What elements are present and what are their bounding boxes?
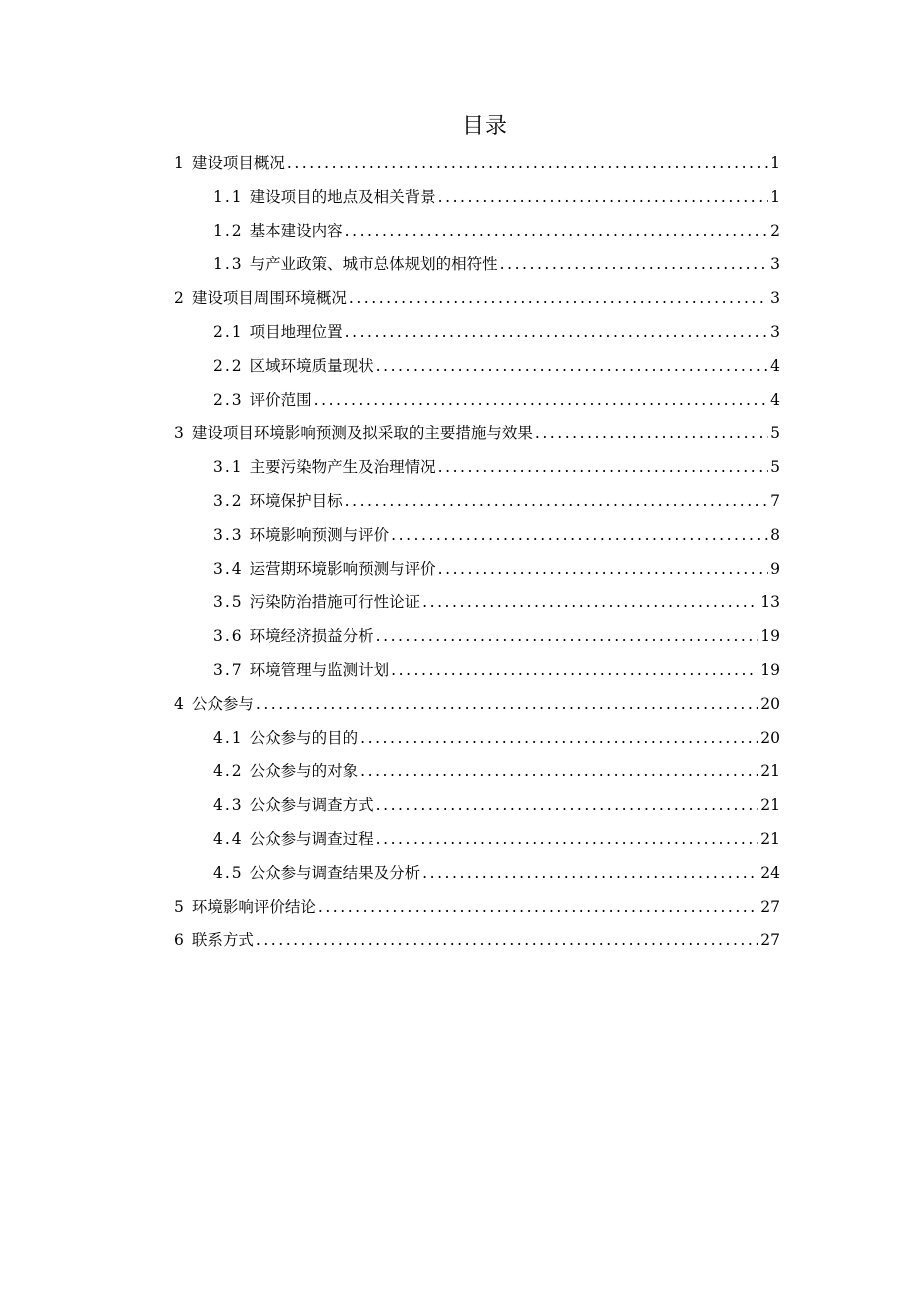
toc-entry-title: 污染防治措施可行性论证 <box>249 593 421 612</box>
toc-dot-leader <box>376 620 759 654</box>
toc-entry[interactable] <box>174 282 780 316</box>
toc-entry-page-number: 1 <box>770 154 780 172</box>
toc-entry-number: 4.5 <box>213 863 244 882</box>
toc-entry[interactable] <box>174 857 780 891</box>
toc-entry-page-number: 13 <box>760 593 780 612</box>
toc-entry[interactable] <box>174 586 780 620</box>
toc-entry-number: 2.3 <box>213 390 244 409</box>
toc-entry-title: 环境保护目标 <box>249 491 343 510</box>
toc-dot-leader <box>345 316 768 350</box>
toc-entry-title: 基本建设内容 <box>249 221 343 240</box>
toc-entry-title: 运营期环境影响预测与评价 <box>249 559 436 578</box>
toc-entry[interactable] <box>174 181 780 215</box>
toc-dot-leader <box>438 451 768 485</box>
toc-entry-title: 建设项目概况 <box>191 154 285 172</box>
toc-entry-page-number: 27 <box>760 931 780 950</box>
toc-entry[interactable] <box>174 248 780 282</box>
table-of-contents <box>174 147 780 958</box>
toc-entry-page-number: 1 <box>770 187 780 206</box>
toc-entry-number: 4 <box>174 694 186 713</box>
toc-entry[interactable] <box>174 688 780 722</box>
toc-entry[interactable] <box>174 147 780 181</box>
toc-entry[interactable] <box>174 722 780 756</box>
toc-title: 目录 <box>461 114 508 139</box>
toc-entry-title: 建设项目环境影响预测及拟采取的主要措施与效果 <box>191 424 533 443</box>
toc-entry-page-number: 4 <box>770 390 780 409</box>
toc-entry-title: 建设项目的地点及相关背景 <box>249 187 436 206</box>
toc-dot-leader <box>345 485 768 519</box>
toc-dot-leader <box>376 350 768 384</box>
toc-dot-leader <box>360 755 758 789</box>
toc-entry[interactable] <box>174 451 780 485</box>
toc-entry-number: 6 <box>174 931 186 950</box>
toc-entry-title: 公众参与 <box>191 694 254 713</box>
toc-dot-leader <box>391 519 768 553</box>
toc-entry-title: 环境影响预测与评价 <box>249 525 390 544</box>
toc-entry-number: 4.3 <box>213 796 244 815</box>
toc-entry-title: 建设项目周围环境概况 <box>191 289 347 308</box>
toc-entry-page-number: 20 <box>760 694 780 713</box>
toc-entry-page-number: 19 <box>760 660 780 679</box>
toc-dot-leader <box>391 654 758 688</box>
toc-dot-leader <box>287 147 768 181</box>
toc-entry-page-number: 3 <box>770 322 780 341</box>
toc-entry-page-number: 21 <box>760 796 780 815</box>
toc-entry-number: 2 <box>174 289 186 308</box>
toc-entry-page-number: 4 <box>770 356 780 375</box>
toc-dot-leader <box>345 215 768 249</box>
toc-dot-leader <box>376 789 759 823</box>
toc-entry-title: 项目地理位置 <box>249 322 343 341</box>
toc-entry-number: 4.1 <box>213 728 244 747</box>
toc-entry-title: 区域环境质量现状 <box>249 356 374 375</box>
toc-entry[interactable] <box>174 553 780 587</box>
toc-entry[interactable] <box>174 519 780 553</box>
toc-entry-page-number: 7 <box>770 491 780 510</box>
toc-entry-number: 3 <box>174 424 186 443</box>
toc-dot-leader <box>314 384 768 418</box>
toc-dot-leader <box>360 722 758 756</box>
toc-dot-leader <box>422 857 758 891</box>
toc-entry-title: 公众参与的对象 <box>249 762 359 781</box>
toc-entry[interactable] <box>174 789 780 823</box>
toc-entry-page-number: 21 <box>760 829 780 848</box>
toc-entry-page-number: 5 <box>770 424 780 443</box>
toc-entry-number: 3.5 <box>213 593 244 612</box>
toc-entry-number: 2.1 <box>213 322 244 341</box>
toc-entry-page-number: 20 <box>760 728 780 747</box>
toc-entry-page-number: 19 <box>760 627 780 646</box>
toc-dot-leader <box>422 586 758 620</box>
toc-entry-page-number: 3 <box>770 255 780 274</box>
toc-dot-leader <box>318 891 758 925</box>
toc-dot-leader <box>376 823 759 857</box>
toc-entry[interactable] <box>174 215 780 249</box>
toc-entry-number: 3.2 <box>213 491 244 510</box>
toc-entry-number: 2.2 <box>213 356 244 375</box>
toc-entry[interactable] <box>174 350 780 384</box>
toc-entry-number: 3.3 <box>213 525 244 544</box>
toc-entry[interactable] <box>174 316 780 350</box>
toc-entry-title: 环境管理与监测计划 <box>249 660 390 679</box>
toc-entry[interactable] <box>174 891 780 925</box>
toc-entry-page-number: 5 <box>770 458 780 477</box>
toc-entry-number: 3.6 <box>213 627 244 646</box>
toc-entry-number: 5 <box>174 897 186 916</box>
toc-entry-title: 评价范围 <box>249 390 312 409</box>
toc-entry-title: 主要污染物产生及治理情况 <box>249 458 436 477</box>
toc-dot-leader <box>256 688 758 722</box>
toc-entry-number: 1.1 <box>213 187 244 206</box>
toc-entry[interactable] <box>174 823 780 857</box>
toc-entry-number: 3.7 <box>213 660 244 679</box>
toc-entry-page-number: 8 <box>770 525 780 544</box>
toc-entry-title: 与产业政策、城市总体规划的相符性 <box>249 255 498 274</box>
toc-entry-title: 联系方式 <box>191 931 254 950</box>
toc-entry-page-number: 9 <box>770 559 780 578</box>
toc-entry[interactable] <box>174 755 780 789</box>
toc-dot-leader <box>438 181 768 215</box>
toc-entry-title: 公众参与调查过程 <box>249 829 374 848</box>
toc-entry[interactable] <box>174 485 780 519</box>
toc-entry[interactable] <box>174 654 780 688</box>
toc-entry-number: 1 <box>174 154 186 172</box>
toc-entry[interactable] <box>174 924 780 958</box>
toc-entry[interactable] <box>174 620 780 654</box>
toc-dot-leader <box>438 553 768 587</box>
toc-entry[interactable] <box>174 384 780 418</box>
toc-entry[interactable] <box>174 417 780 451</box>
toc-entry-page-number: 2 <box>770 221 780 240</box>
toc-entry-number: 1.2 <box>213 221 244 240</box>
toc-entry-title: 公众参与调查结果及分析 <box>249 863 421 882</box>
toc-dot-leader <box>349 282 768 316</box>
toc-entry-page-number: 21 <box>760 762 780 781</box>
toc-entry-number: 3.1 <box>213 458 244 477</box>
toc-entry-title: 环境经济损益分析 <box>249 627 374 646</box>
toc-entry-number: 3.4 <box>213 559 244 578</box>
toc-entry-page-number: 3 <box>770 289 780 308</box>
toc-entry-page-number: 24 <box>760 863 780 882</box>
toc-entry-number: 1.3 <box>213 255 244 274</box>
toc-entry-page-number: 27 <box>760 897 780 916</box>
toc-entry-title: 公众参与的目的 <box>249 728 359 747</box>
toc-entry-title: 环境影响评价结论 <box>191 897 316 916</box>
toc-dot-leader <box>500 248 768 282</box>
toc-dot-leader <box>256 924 758 958</box>
toc-entry-number: 4.2 <box>213 762 244 781</box>
toc-entry-number: 4.4 <box>213 829 244 848</box>
toc-dot-leader <box>535 417 768 451</box>
toc-entry-title: 公众参与调查方式 <box>249 796 374 815</box>
